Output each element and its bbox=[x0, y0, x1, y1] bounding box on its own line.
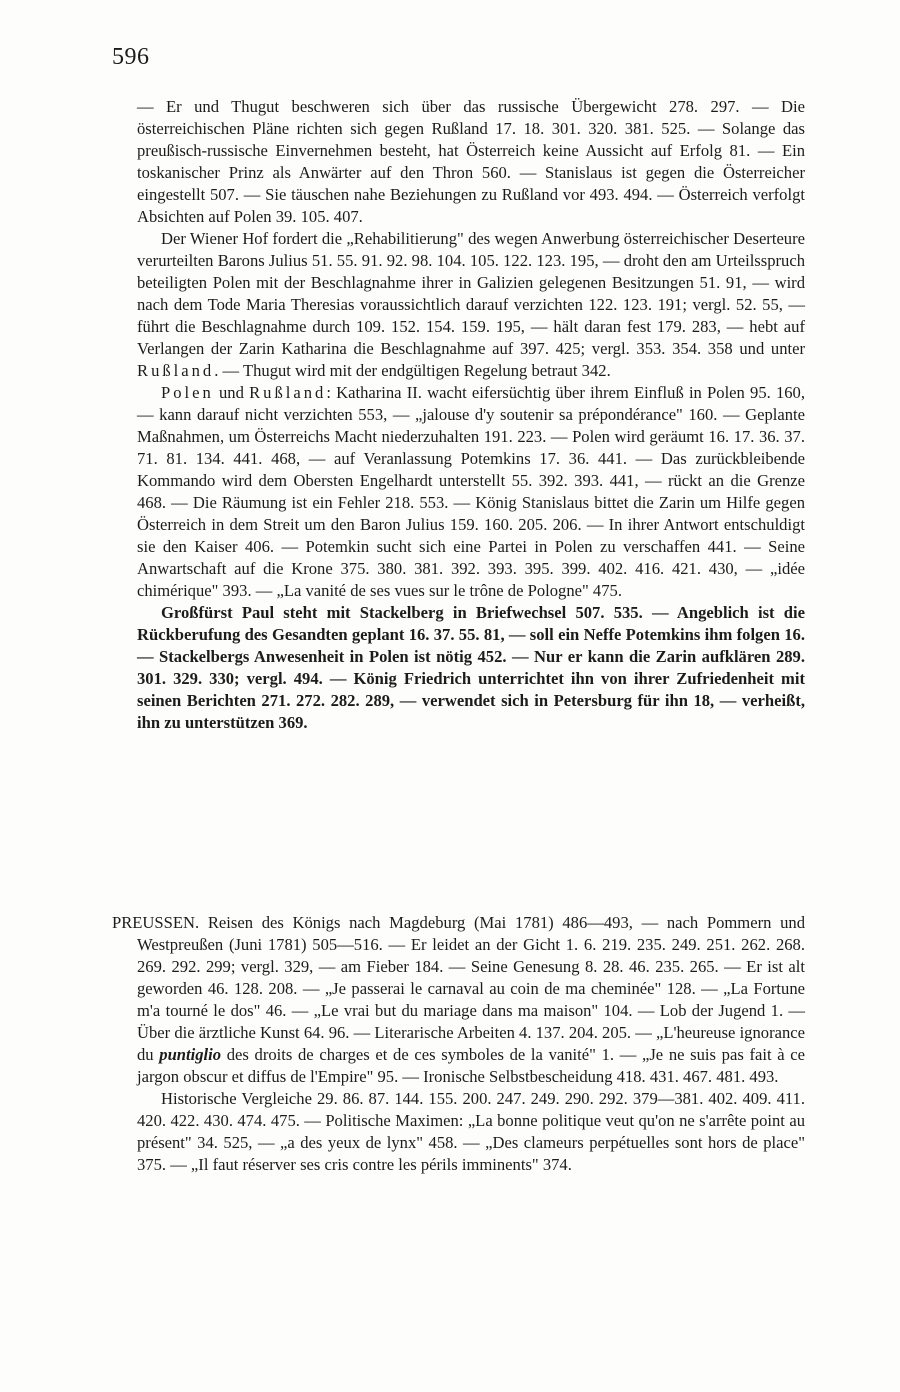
paragraph-grand-duke-paul: Großfürst Paul steht mit Stackelberg in Briefwechsel 507. 535. — Angeblich ist die Rückberufung des Gesandten geplant 16. 37. 55. 81, — soll ein Neffe Potemkins ihm folgen 16. — Stackelbergs Anwesenheit in Polen ist nötig 452. — Nur er kann die Zarin aufklären 289. 301. 329. 330; vergl. 494. — König Friedrich unterrichtet ihn von ihrer Zufriedenheit mit seinen Berichten 271. 272. 282. 289, — verwendet sich in Petersburg für ihn 18, — verheißt, ihn zu unterstützen 369. bbox=[137, 603, 805, 732]
paragraph-vienna-court-text: Der Wiener Hof fordert die „Rehabilitierung" des wegen Anwerbung österreichischer Deserteure verurteilten Barons Julius 51. 55. 91. 92. 98. 104. 105. 122. 123. 195, — droht den am Urteilsspruch beteiligten Polen mit der Beschlagnahme ihrer in Galizien gelegenen Besitzungen 51. 91, — wird nach dem Tode Maria Theresias voraussichtlich darauf verzichten 122. 123. 191; vergl. 52. 55, — führt die Beschlagnahme durch 109. 152. 154. 159. 195, — hält daran fest 179. 283, — hebt auf Verlangen der Zarin Katharina die Beschlagnahme auf 397. 425; vergl. 353. 354. 358 und unter bbox=[137, 229, 805, 358]
entry-keyword: PREUSSEN bbox=[112, 913, 195, 932]
index-entry-preussen bbox=[112, 912, 805, 1176]
entry-preussen-tail: des droits de charges et de ces symboles de la vanité" 1. — „Je ne suis pas fait à ce jargon obscur et diffus de l'Empire" 95. — Ironische Selbstbescheidung 418. 431. 467. 481. 493. bbox=[137, 1045, 805, 1086]
paragraph-poland-russia bbox=[137, 382, 805, 602]
spaced-term-polen: Polen bbox=[161, 383, 214, 402]
spaced-term-russland: Rußland bbox=[137, 361, 215, 380]
spaced-term-russland-2: Rußland bbox=[249, 383, 327, 402]
entry-preussen-historical: Historische Vergleiche 29. 86. 87. 144. 155. 200. 247. 249. 290. 292. 379—381. 402. 409. 411. 420. 422. 430. 474. 475. — Politische Maximen: „La bonne politique veut qu'on ne s'arrête point au présent" 34. 525, — „a des yeux de lynx" 458. — „Des clameurs perpétuelles sont hors de place" 375. — „Il faut réserver ses cris contre les périls imminents" 374. bbox=[137, 1089, 805, 1174]
entry-italic-term: puntiglio bbox=[159, 1045, 222, 1064]
paragraph-austria-interests: — Er und Thugut beschweren sich über das russische Übergewicht 278. 297. — Die österreichischen Pläne richten sich gegen Rußland 17. 18. 301. 320. 381. 525. — Solange das preußisch-russische Einvernehmen besteht, hat Österreich keine Aussicht auf Erfolg 81. — Ein toskanischer Prinz als Anwärter auf den Thron 560. — Stanislaus ist gegen die Österreicher eingestellt 507. — Sie täuschen nahe Beziehungen zu Rußland vor 493. 494. — Österreich verfolgt Absichten auf Polen 39. 105. 407. bbox=[137, 97, 805, 226]
paragraph-vienna-court-tail: . — Thugut wird mit der endgültigen Regelung betraut 342. bbox=[214, 361, 611, 380]
paragraph-poland-russia-connector: und bbox=[213, 383, 250, 402]
entry-preussen-text: . Reisen des Königs nach Magdeburg (Mai 1781) 486—493, — nach Pommern und Westpreußen (Juni 1781) 505—516. — Er leidet an der Gicht 1. 6. 219. 235. 249. 251. 262. 268. 269. 292. 299; vergl. 329, — am Fieber 184. — Seine Genesung 8. 28. 46. 235. 265. — Er ist alt geworden 46. 128. 208. — „Je passerai le carnaval au coin de ma cheminée" 128. — „La Fortune m'a tourné le dos" 46. — „Le vrai but du mariage dans ma maison" 104. — Lob der Jugend 1. — Über die ärztliche Kunst 64. 96. — Literarische Arbeiten 4. 137. 204. 205. — „L'heureuse ignorance du bbox=[137, 913, 805, 1064]
index-continuation bbox=[137, 96, 805, 734]
page-number: 596 bbox=[112, 44, 150, 70]
paragraph-poland-russia-text: : Katharina II. wacht eifersüchtig über ihrem Einfluß in Polen 95. 160, — kann darauf nicht verzichten 553, — „jalouse d'y soutenir sa prépondérance" 160. — Geplante Maßnahmen, um Österreichs Macht niederzuhalten 191. 223. — Polen wird geräumt 16. 17. 36. 37. 71. 81. 134. 441. 468, — auf Veranlassung Potemkins 17. 36. 441. — Das zurückbleibende Kommando wird dem Obersten Engelhardt unterstellt 55. 392. 393. 441, — rückt an die Grenze 468. — Die Räumung ist ein Fehler 218. 553. — König Stanislaus bittet die Zarin um Hilfe gegen Österreich in dem Streit um den Baron Julius 159. 160. 205. 206. — In ihrer Antwort entschuldigt sie den Kaiser 406. — Potemkin sucht sich eine Partei in Polen zu verschaffen 441. — Seine Anwartschaft auf die Krone 375. 380. 381. 392. 393. 395. 399. 402. 416. 421. 430, — „idée chimérique" 393. — „La vanité de ses vues sur le trône de Pologne" 475. bbox=[137, 383, 805, 600]
paragraph-vienna-court bbox=[137, 228, 805, 382]
entry-preussen-head bbox=[112, 912, 805, 1088]
